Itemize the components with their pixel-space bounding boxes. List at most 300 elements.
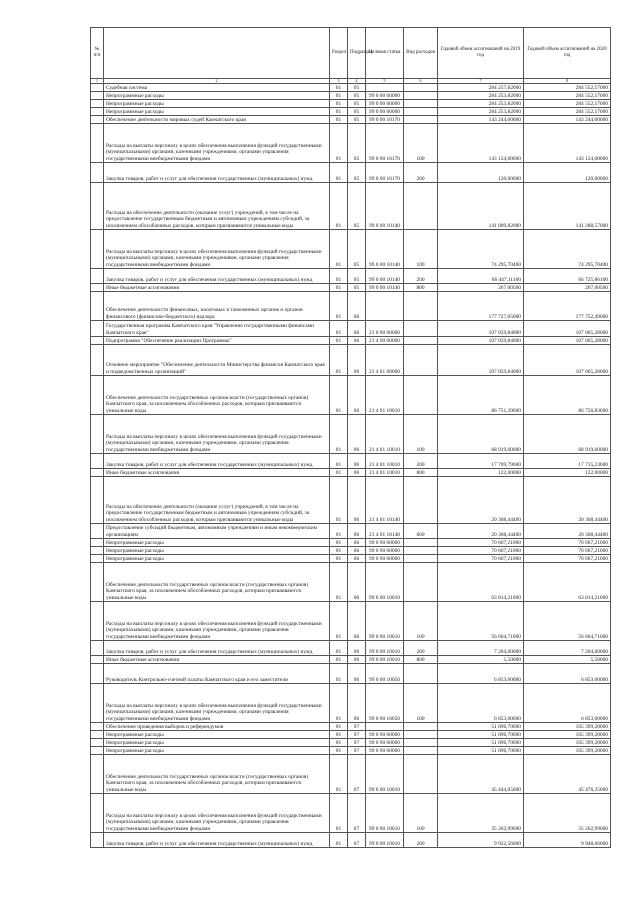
table-row	[91, 108, 611, 116]
row-number	[91, 547, 104, 555]
row-podrazdel: 06	[348, 321, 366, 337]
row-number	[91, 454, 104, 469]
row-expense-type: 100	[404, 602, 438, 641]
row-amount-2020: 165 399,20000	[524, 723, 611, 731]
row-name: Обеспечение проведения выборов и референдумов	[104, 723, 330, 731]
row-number	[91, 376, 104, 415]
column-number: 1	[91, 79, 104, 84]
row-amount-2020: 68 919,60000	[524, 415, 611, 454]
header-razdel: Раздел	[330, 28, 348, 79]
row-podrazdel: 07	[348, 723, 366, 731]
table-row	[91, 269, 611, 284]
row-amount-2019: 35 262,99000	[438, 794, 524, 833]
table-row	[91, 794, 611, 833]
row-number	[91, 755, 104, 794]
row-amount-2020: 70 667,21000	[524, 539, 611, 547]
row-expense-type: 600	[404, 524, 438, 539]
row-podrazdel: 07	[348, 731, 366, 739]
row-amount-2020: 56 604,71000	[524, 602, 611, 641]
row-target-article: 21 4 01 10140	[366, 524, 404, 539]
row-podrazdel: 06	[348, 477, 366, 524]
row-amount-2019: 86 751,39600	[438, 376, 524, 415]
row-razdel: 01	[330, 794, 348, 833]
row-expense-type	[404, 116, 438, 124]
row-name: Расходы на выплаты персоналу в целях обеспечения выполнения функций государственными (муниципальными) органами, казенными учреждениями, органами управления государственными внебюджетными фондами	[104, 124, 330, 163]
row-podrazdel: 05	[348, 230, 366, 269]
table-row	[91, 345, 611, 376]
row-name: Непрограммные расходы	[104, 555, 330, 563]
row-name: Обеспечение деятельности государственных органов власти (государственных органов) Камчатского края, за исключением обособленных расходов, которым присваиваются уникальные коды	[104, 376, 330, 415]
row-podrazdel: 06	[348, 641, 366, 656]
row-podrazdel: 06	[348, 555, 366, 563]
row-amount-2020: 20 308,44400	[524, 477, 611, 524]
row-podrazdel: 06	[348, 337, 366, 345]
row-expense-type: 100	[404, 230, 438, 269]
row-razdel: 01	[330, 92, 348, 100]
row-podrazdel: 05	[348, 116, 366, 124]
table-row	[91, 92, 611, 100]
row-name: Обеспечение деятельности мировых судей Камчатского края	[104, 116, 330, 124]
column-number: 5	[366, 79, 404, 84]
row-target-article: 99 0 00 10140	[366, 269, 404, 284]
row-expense-type	[404, 755, 438, 794]
column-number: 4	[348, 79, 366, 84]
row-target-article	[366, 292, 404, 321]
table-row	[91, 641, 611, 656]
row-podrazdel: 06	[348, 664, 366, 684]
row-razdel: 01	[330, 269, 348, 284]
row-amount-2020: 6 853,00000	[524, 664, 611, 684]
row-name: Расходы на обеспечение деятельности (оказание услуг) учреждений, в том числе на предоставление государственным бюджетным и автономным учреждениям субсидий, за исключением обособленных расходов, которым присваиваются уникальные коды	[104, 477, 330, 524]
row-amount-2020: 107 065,28000	[524, 337, 611, 345]
row-razdel: 01	[330, 469, 348, 477]
row-target-article: 99 0 00 10010	[366, 641, 404, 656]
row-amount-2019: 5,50000	[438, 656, 524, 664]
table-row	[91, 539, 611, 547]
row-target-article: 99 0 00 10140	[366, 230, 404, 269]
row-razdel: 01	[330, 321, 348, 337]
row-podrazdel: 07	[348, 747, 366, 755]
row-number	[91, 269, 104, 284]
row-podrazdel: 05	[348, 124, 366, 163]
row-name: Закупка товаров, работ и услуг для обеспечения государственных (муниципальных) нужд	[104, 641, 330, 656]
row-expense-type: 100	[404, 415, 438, 454]
row-expense-type: 200	[404, 641, 438, 656]
row-expense-type	[404, 92, 438, 100]
table-body	[91, 84, 611, 848]
row-number	[91, 84, 104, 92]
row-expense-type	[404, 108, 438, 116]
header-year-2020: Годовой объем ассигнований на 2020 год	[524, 28, 611, 79]
row-razdel: 01	[330, 292, 348, 321]
budget-table	[90, 27, 611, 848]
row-amount-2019: 107 059,84000	[438, 337, 524, 345]
table-row	[91, 563, 611, 602]
row-expense-type	[404, 731, 438, 739]
row-expense-type	[404, 664, 438, 684]
row-expense-type	[404, 477, 438, 524]
row-name: Основное мероприятие "Обеспечение деятельности Министерства финансов Камчатского края и подведомственных организаций"	[104, 345, 330, 376]
row-razdel: 01	[330, 833, 348, 848]
row-target-article	[366, 84, 404, 92]
row-number	[91, 100, 104, 108]
row-number	[91, 641, 104, 656]
row-razdel: 01	[330, 739, 348, 747]
row-razdel: 01	[330, 230, 348, 269]
table-row	[91, 547, 611, 555]
row-razdel: 01	[330, 116, 348, 124]
row-amount-2020: 107 065,28000	[524, 345, 611, 376]
row-amount-2020: 284 552,57000	[524, 100, 611, 108]
table-row	[91, 833, 611, 848]
row-amount-2019: 122,00000	[438, 469, 524, 477]
row-target-article: 99 0 00 00000	[366, 555, 404, 563]
row-expense-type: 800	[404, 656, 438, 664]
row-name: Расходы на выплаты персоналу в целях обеспечения выполнения функций государственными (муниципальными) органами, казенными учреждениями, органами управления государственными внебюджетными фондами	[104, 230, 330, 269]
row-number	[91, 794, 104, 833]
row-number	[91, 477, 104, 524]
row-target-article: 99 0 00 00000	[366, 739, 404, 747]
row-podrazdel: 06	[348, 454, 366, 469]
row-amount-2019: 6 853,00000	[438, 684, 524, 723]
row-razdel: 01	[330, 163, 348, 183]
row-expense-type: 100	[404, 684, 438, 723]
row-expense-type	[404, 739, 438, 747]
row-name: Иные бюджетные ассигнования	[104, 284, 330, 292]
budget-table-page	[90, 27, 610, 901]
row-amount-2019: 63 814,21000	[438, 563, 524, 602]
row-razdel: 01	[330, 84, 348, 92]
row-name: Подпрограмма "Обеспечение реализации Программы"	[104, 337, 330, 345]
row-razdel: 01	[330, 547, 348, 555]
row-number	[91, 183, 104, 230]
row-expense-type: 200	[404, 163, 438, 183]
row-target-article: 21 0 00 00000	[366, 321, 404, 337]
row-target-article: 21 4 01 10010	[366, 376, 404, 415]
row-number	[91, 524, 104, 539]
header-year-2019: Годовой объем ассигнований на 2019 год	[438, 28, 524, 79]
row-number	[91, 656, 104, 664]
row-amount-2019: 51 896,70000	[438, 747, 524, 755]
row-razdel: 01	[330, 755, 348, 794]
row-amount-2020: 35 262,99000	[524, 794, 611, 833]
row-razdel: 01	[330, 345, 348, 376]
row-expense-type	[404, 321, 438, 337]
column-number: 6	[404, 79, 438, 84]
row-expense-type	[404, 292, 438, 321]
row-podrazdel: 05	[348, 100, 366, 108]
row-expense-type	[404, 376, 438, 415]
row-name: Руководитель Контрольно-счетной палаты Камчатского края и его заместители	[104, 664, 330, 684]
row-amount-2020: 141 288,57000	[524, 183, 611, 230]
row-name: Расходы на выплаты персоналу в целях обеспечения выполнения функций государственными (муниципальными) органами, казенными учреждениями, органами управления государственными внебюджетными фондами	[104, 684, 330, 723]
row-target-article: 21 4 01 10140	[366, 477, 404, 524]
row-amount-2020: 122,00000	[524, 469, 611, 477]
row-podrazdel: 07	[348, 739, 366, 747]
row-target-article: 99 0 00 10170	[366, 116, 404, 124]
header-target-article: Целевая статья	[366, 28, 404, 79]
row-target-article: 99 0 00 10140	[366, 183, 404, 230]
table-row	[91, 723, 611, 731]
row-target-article	[366, 723, 404, 731]
table-row	[91, 469, 611, 477]
row-target-article: 99 0 00 00000	[366, 539, 404, 547]
row-amount-2019: 107 059,84000	[438, 321, 524, 337]
row-name: Непрограммные расходы	[104, 747, 330, 755]
row-name: Непрограммные расходы	[104, 731, 330, 739]
row-name: Расходы на выплаты персоналу в целях обеспечения выполнения функций государственными (муниципальными) органами, казенными учреждениями, органами управления государственными внебюджетными фондами	[104, 602, 330, 641]
row-podrazdel: 06	[348, 539, 366, 547]
table-row	[91, 163, 611, 183]
row-amount-2020: 86 756,83600	[524, 376, 611, 415]
row-podrazdel: 05	[348, 269, 366, 284]
row-amount-2019: 9 922,56000	[438, 833, 524, 848]
row-target-article: 99 0 00 00000	[366, 108, 404, 116]
row-amount-2019: 284 253,82000	[438, 108, 524, 116]
row-target-article: 21 4 01 10010	[366, 454, 404, 469]
row-amount-2020: 5,50000	[524, 656, 611, 664]
row-name: Непрограммные расходы	[104, 108, 330, 116]
row-expense-type: 800	[404, 284, 438, 292]
row-expense-type	[404, 100, 438, 108]
row-target-article: 99 0 00 00000	[366, 92, 404, 100]
row-number	[91, 92, 104, 100]
row-name: Обеспечение деятельности государственных органов власти (государственных органов) Камчатского края, за исключением обособленных расходов, которым присваиваются уникальные коды	[104, 755, 330, 794]
row-name: Государственная программа Камчатского края "Управление государственными финансами Камчатского края"	[104, 321, 330, 337]
row-amount-2019: 20 308,44400	[438, 477, 524, 524]
row-expense-type: 200	[404, 454, 438, 469]
row-expense-type	[404, 547, 438, 555]
row-target-article: 99 0 00 00000	[366, 100, 404, 108]
row-target-article: 21 4 00 00000	[366, 337, 404, 345]
column-number: 2	[104, 79, 330, 84]
row-podrazdel: 06	[348, 376, 366, 415]
row-number	[91, 124, 104, 163]
row-podrazdel: 07	[348, 833, 366, 848]
row-expense-type	[404, 84, 438, 92]
row-razdel: 01	[330, 108, 348, 116]
row-number	[91, 230, 104, 269]
row-amount-2019: 51 896,70000	[438, 731, 524, 739]
row-amount-2020: 267,00500	[524, 284, 611, 292]
header-expense-type: Вид расходов	[404, 28, 438, 79]
row-amount-2019: 141 009,82000	[438, 183, 524, 230]
row-target-article: 99 0 00 10010	[366, 563, 404, 602]
row-podrazdel: 06	[348, 415, 366, 454]
row-razdel: 01	[330, 656, 348, 664]
row-expense-type	[404, 345, 438, 376]
row-amount-2019: 143 124,00000	[438, 124, 524, 163]
row-amount-2020: 143 244,00000	[524, 116, 611, 124]
row-razdel: 01	[330, 731, 348, 739]
row-expense-type: 800	[404, 469, 438, 477]
row-podrazdel: 05	[348, 92, 366, 100]
row-amount-2020: 165 399,20000	[524, 739, 611, 747]
row-podrazdel: 06	[348, 469, 366, 477]
row-number	[91, 539, 104, 547]
table-row	[91, 656, 611, 664]
table-row	[91, 739, 611, 747]
column-number: 3	[330, 79, 348, 84]
column-number: 8	[524, 79, 611, 84]
row-podrazdel: 07	[348, 794, 366, 833]
row-podrazdel: 07	[348, 755, 366, 794]
row-name: Иные бюджетные ассигнования	[104, 469, 330, 477]
row-name: Иные бюджетные ассигнования	[104, 656, 330, 664]
row-name: Закупка товаров, работ и услуг для обеспечения государственных (муниципальных) нужд	[104, 454, 330, 469]
row-amount-2020: 284 552,57000	[524, 84, 611, 92]
table-header-row	[91, 28, 611, 79]
row-name: Закупка товаров, работ и услуг для обеспечения государственных (муниципальных) нужд	[104, 163, 330, 183]
row-target-article: 99 0 00 10010	[366, 602, 404, 641]
row-amount-2019: 20 308,44400	[438, 524, 524, 539]
row-podrazdel: 06	[348, 602, 366, 641]
row-razdel: 01	[330, 539, 348, 547]
row-number	[91, 108, 104, 116]
row-podrazdel: 06	[348, 563, 366, 602]
row-number	[91, 664, 104, 684]
row-razdel: 01	[330, 477, 348, 524]
row-number	[91, 469, 104, 477]
row-amount-2020: 45 476,35000	[524, 755, 611, 794]
row-expense-type	[404, 563, 438, 602]
row-razdel: 01	[330, 284, 348, 292]
row-razdel: 01	[330, 641, 348, 656]
column-number: 7	[438, 79, 524, 84]
row-razdel: 01	[330, 747, 348, 755]
table-row	[91, 755, 611, 794]
row-number	[91, 602, 104, 641]
row-podrazdel: 05	[348, 84, 366, 92]
row-amount-2019: 284 253,82000	[438, 92, 524, 100]
row-amount-2019: 56 604,71000	[438, 602, 524, 641]
row-target-article: 21 4 01 10010	[366, 415, 404, 454]
row-expense-type	[404, 337, 438, 345]
table-row	[91, 477, 611, 524]
row-name: Непрограммные расходы	[104, 92, 330, 100]
row-podrazdel: 06	[348, 524, 366, 539]
row-target-article: 99 0 00 10010	[366, 656, 404, 664]
row-target-article: 99 0 00 10050	[366, 664, 404, 684]
header-name	[104, 28, 330, 79]
row-amount-2019: 70 667,21000	[438, 547, 524, 555]
row-target-article: 99 0 00 10010	[366, 833, 404, 848]
row-number	[91, 731, 104, 739]
row-amount-2020: 284 552,57000	[524, 108, 611, 116]
row-podrazdel: 05	[348, 163, 366, 183]
row-target-article: 99 0 00 00000	[366, 547, 404, 555]
row-expense-type	[404, 747, 438, 755]
row-target-article: 99 0 00 10010	[366, 755, 404, 794]
row-name: Обеспечение деятельности финансовых, налоговых и таможенных органов и органов финансового (финансово-бюджетного) надзора	[104, 292, 330, 321]
row-razdel: 01	[330, 337, 348, 345]
row-amount-2020: 7 204,00000	[524, 641, 611, 656]
table-row	[91, 84, 611, 92]
row-expense-type: 200	[404, 269, 438, 284]
row-razdel: 01	[330, 563, 348, 602]
row-amount-2020: 70 667,21000	[524, 547, 611, 555]
table-row	[91, 415, 611, 454]
row-number	[91, 337, 104, 345]
row-amount-2020: 74 295,70400	[524, 230, 611, 269]
row-expense-type: 200	[404, 833, 438, 848]
row-number	[91, 833, 104, 848]
row-target-article: 99 0 00 00000	[366, 747, 404, 755]
row-amount-2020: 107 065,28000	[524, 321, 611, 337]
row-name: Непрограммные расходы	[104, 539, 330, 547]
row-name: Непрограммные расходы	[104, 739, 330, 747]
row-name: Расходы на выплаты персоналу в целях обеспечения выполнения функций государственными (муниципальными) органами, казенными учреждениями, органами управления государственными внебюджетными фондами	[104, 794, 330, 833]
row-amount-2019: 284 257,82000	[438, 84, 524, 92]
row-number	[91, 163, 104, 183]
table-row	[91, 454, 611, 469]
table-row	[91, 664, 611, 684]
row-amount-2020: 17 715,23600	[524, 454, 611, 469]
row-razdel: 01	[330, 723, 348, 731]
row-amount-2019: 51 896,70000	[438, 723, 524, 731]
table-row	[91, 602, 611, 641]
row-podrazdel: 05	[348, 284, 366, 292]
row-amount-2020: 70 667,21000	[524, 555, 611, 563]
row-amount-2020: 143 124,00000	[524, 124, 611, 163]
header-podrazdel: Подраздел	[348, 28, 366, 79]
row-razdel: 01	[330, 124, 348, 163]
row-amount-2019: 68 919,60000	[438, 415, 524, 454]
row-target-article: 21 4 01 00000	[366, 345, 404, 376]
row-amount-2019: 284 253,82000	[438, 100, 524, 108]
row-amount-2019: 267,00500	[438, 284, 524, 292]
header-number: № п/п	[91, 28, 104, 79]
row-number	[91, 415, 104, 454]
table-row	[91, 321, 611, 337]
row-amount-2019: 70 667,21000	[438, 555, 524, 563]
row-amount-2019: 45 444,05000	[438, 755, 524, 794]
row-number	[91, 345, 104, 376]
row-podrazdel: 05	[348, 108, 366, 116]
row-amount-2020: 165 399,20000	[524, 731, 611, 739]
table-row	[91, 284, 611, 292]
row-razdel: 01	[330, 664, 348, 684]
row-name: Непрограммные расходы	[104, 547, 330, 555]
row-amount-2019: 107 059,84000	[438, 345, 524, 376]
row-razdel: 01	[330, 415, 348, 454]
row-expense-type	[404, 555, 438, 563]
row-razdel: 01	[330, 100, 348, 108]
row-target-article: 99 0 00 10050	[366, 684, 404, 723]
row-amount-2019: 70 667,21000	[438, 539, 524, 547]
row-amount-2020: 120,00000	[524, 163, 611, 183]
row-target-article: 99 0 00 00000	[366, 731, 404, 739]
table-row	[91, 292, 611, 321]
row-amount-2020: 66 725,86100	[524, 269, 611, 284]
row-amount-2019: 143 244,00000	[438, 116, 524, 124]
row-name: Расходы на обеспечение деятельности (оказание услуг) учреждений, в том числе на предоставление государственным бюджетным и автономным учреждениям субсидий, за исключением обособленных расходов, которым присваиваются уникальные коды	[104, 183, 330, 230]
row-amount-2019: 74 295,70400	[438, 230, 524, 269]
row-razdel: 01	[330, 454, 348, 469]
row-amount-2020: 165 399,20000	[524, 747, 611, 755]
table-row	[91, 747, 611, 755]
table-row	[91, 116, 611, 124]
row-expense-type	[404, 183, 438, 230]
row-amount-2020: 20 308,44400	[524, 524, 611, 539]
row-expense-type	[404, 539, 438, 547]
row-number	[91, 563, 104, 602]
row-number	[91, 284, 104, 292]
row-number	[91, 555, 104, 563]
row-amount-2020: 9 948,66000	[524, 833, 611, 848]
row-name: Закупка товаров, работ и услуг для обеспечения государственных (муниципальных) нужд	[104, 269, 330, 284]
row-number	[91, 292, 104, 321]
